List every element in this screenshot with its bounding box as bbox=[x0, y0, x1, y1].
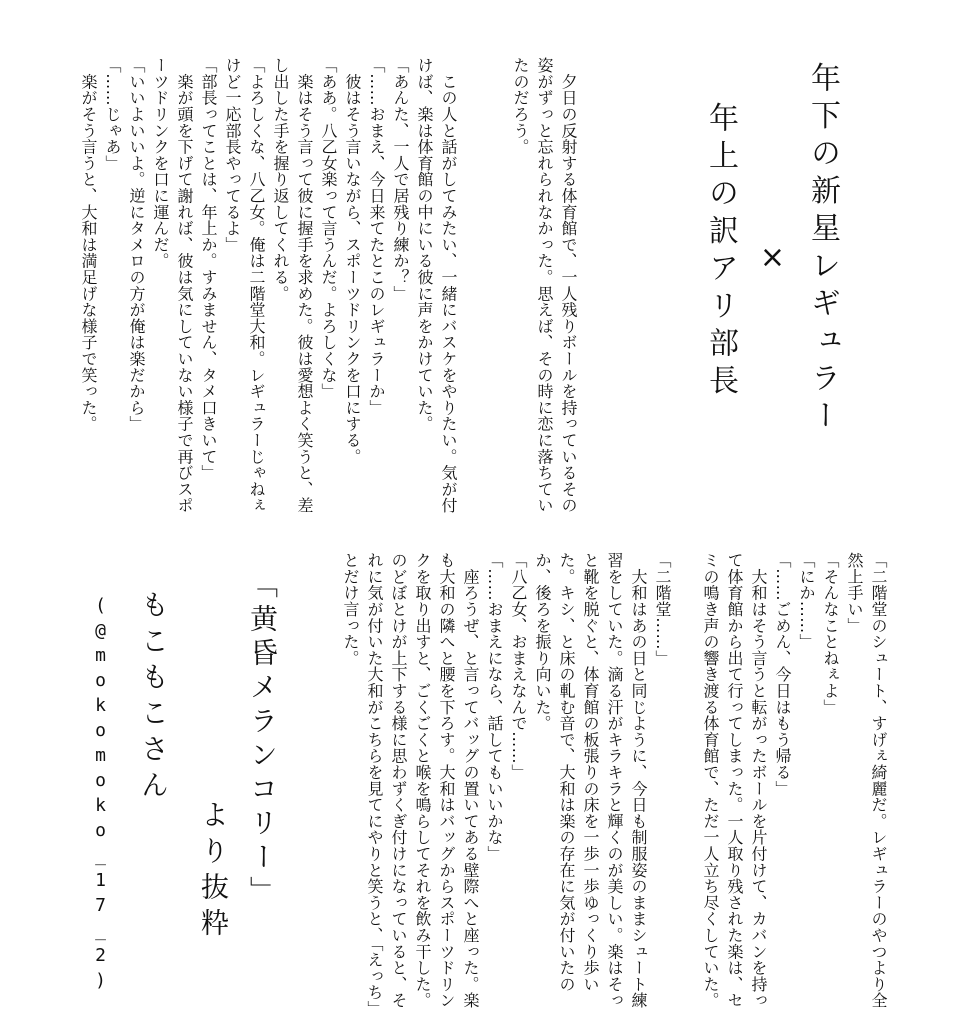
text-column: 「……おまえ、今日来てたとこのレギュラーか」 bbox=[367, 57, 386, 416]
text-column: 「あんた、一人で居残り練か？」 bbox=[391, 57, 410, 302]
text-column: 「よろしくな、八乙女。俺は二階堂大和。レギュラーじゃねぇ bbox=[247, 57, 266, 514]
text-column bbox=[674, 552, 698, 1017]
text-column: 楽はそう言って彼に握手を求めた。彼は愛想よく笑うと、差 bbox=[295, 57, 314, 514]
text-column: 座ろうぜ、と言ってバッグの置いてある壁際へと座った。楽 bbox=[461, 552, 480, 1009]
text-column: た。キシ、と床の軋む音で、大和は楽の存在に気が付いたの bbox=[557, 552, 576, 993]
text-column: 楽が頭を下げて謝れば、彼は気にしていない様子で再びスポ bbox=[175, 57, 194, 514]
text-column: れに気が付いた大和がこちらを見てにやりと笑うと、「えっち」 bbox=[365, 552, 384, 1017]
text-column: 「二階堂のシュート、すげぇ綺麗だ。レギュラーのやつより全 bbox=[869, 552, 888, 1009]
text-column: ミの鳴き声の響き渡る体育館で、ただ一人立ち尽くしていた。 bbox=[701, 552, 720, 1009]
excerpt-top bbox=[76, 57, 580, 513]
text-column: ーツドリンクを口に運んだ。 bbox=[151, 57, 170, 269]
text-column: 彼はそう言いながら、スポーツドリンクを口にする。 bbox=[343, 57, 362, 465]
text-column: けば、楽は体育館の中にいる彼に声をかけていた。 bbox=[415, 57, 434, 432]
text-column: も大和の隣へと腰を下ろす。大和はバッグからスポーツドリン bbox=[437, 552, 456, 1009]
text-column bbox=[460, 57, 484, 513]
text-column: 習をしていた。滴る汗がキラキラと輝くのが美しい。楽はそっ bbox=[605, 552, 624, 1009]
title-cross: × bbox=[755, 240, 790, 283]
text-column: て体育館から出て行ってしまった。一人取り残された楽は、セ bbox=[725, 552, 744, 1009]
source-author-handle: (@mokomoko_17_2) bbox=[90, 595, 111, 995]
text-column: 「ああ。八乙女楽って言うんだ。よろしくな」 bbox=[319, 57, 338, 400]
text-column: けど一応部長やってるよ」 bbox=[223, 57, 242, 253]
text-column: この人と話がしてみたい、一緒にバスケをやりたい。気が付 bbox=[439, 57, 458, 514]
text-column: 大和はそう言うと転がったボールを片付けて、カバンを持っ bbox=[749, 552, 768, 1009]
text-column: たのだろう。 bbox=[511, 57, 530, 155]
title-line-1: 年下の新星レギュラー bbox=[805, 62, 840, 437]
excerpt-bottom bbox=[338, 552, 890, 1017]
text-column: のどぼとけが上下する様に思わずくぎ付けになっていると、そ bbox=[389, 552, 408, 1009]
text-column: 「そんなことねぇよ」 bbox=[821, 552, 840, 715]
text-column bbox=[484, 57, 508, 513]
text-column: か、後ろを振り向いた。 bbox=[533, 552, 552, 732]
text-column: 然上手い」 bbox=[845, 552, 864, 634]
text-column: 「……じゃあ」 bbox=[103, 57, 122, 172]
text-column: 「……おまえになら、話してもいいかな」 bbox=[485, 552, 504, 862]
text-column: 「にか……」 bbox=[797, 552, 816, 650]
text-column: 大和はあの日と同じように、今日も制服姿のままシュート練 bbox=[629, 552, 648, 1009]
text-column: 姿がずっと忘れられなかった。思えば、その時に恋に落ちてい bbox=[535, 57, 554, 514]
text-column: 「部長ってことは、年上か。すみません、タメ口きいて」 bbox=[199, 57, 218, 481]
text-column: 「八乙女、おまえなんで……」 bbox=[509, 552, 528, 781]
text-column: 「二階堂……」 bbox=[653, 552, 672, 667]
title-line-2: 年上の訳アリ部長 bbox=[703, 102, 738, 402]
text-column: 「いいよいいよ。逆にタメロの方が俺は楽だから」 bbox=[127, 57, 146, 432]
source-excerpt-label: より抜粋 bbox=[197, 800, 230, 944]
text-column: 楽がそう言うと、大和は満足げな様子で笑った。 bbox=[79, 57, 98, 432]
text-column: と靴を脱ぐと、体育館の板張りの床を一歩一歩ゆっくり歩い bbox=[581, 552, 600, 993]
source-work-title: 「黄昏メランコリー」 bbox=[246, 570, 279, 910]
text-column: クを取り出すと、ごくごくと喉を鳴らしてそれを飲み干した。 bbox=[413, 552, 432, 1009]
text-column: とだけ言った。 bbox=[341, 552, 360, 667]
source-author: もこもこさん bbox=[137, 590, 170, 806]
text-column: 「……ごめん、今日はもう帰る」 bbox=[773, 552, 792, 797]
text-column: し出した手を握り返してくれる。 bbox=[271, 57, 290, 302]
text-column: 夕日の反射する体育館で、一人残りボールを持っているその bbox=[559, 57, 578, 514]
